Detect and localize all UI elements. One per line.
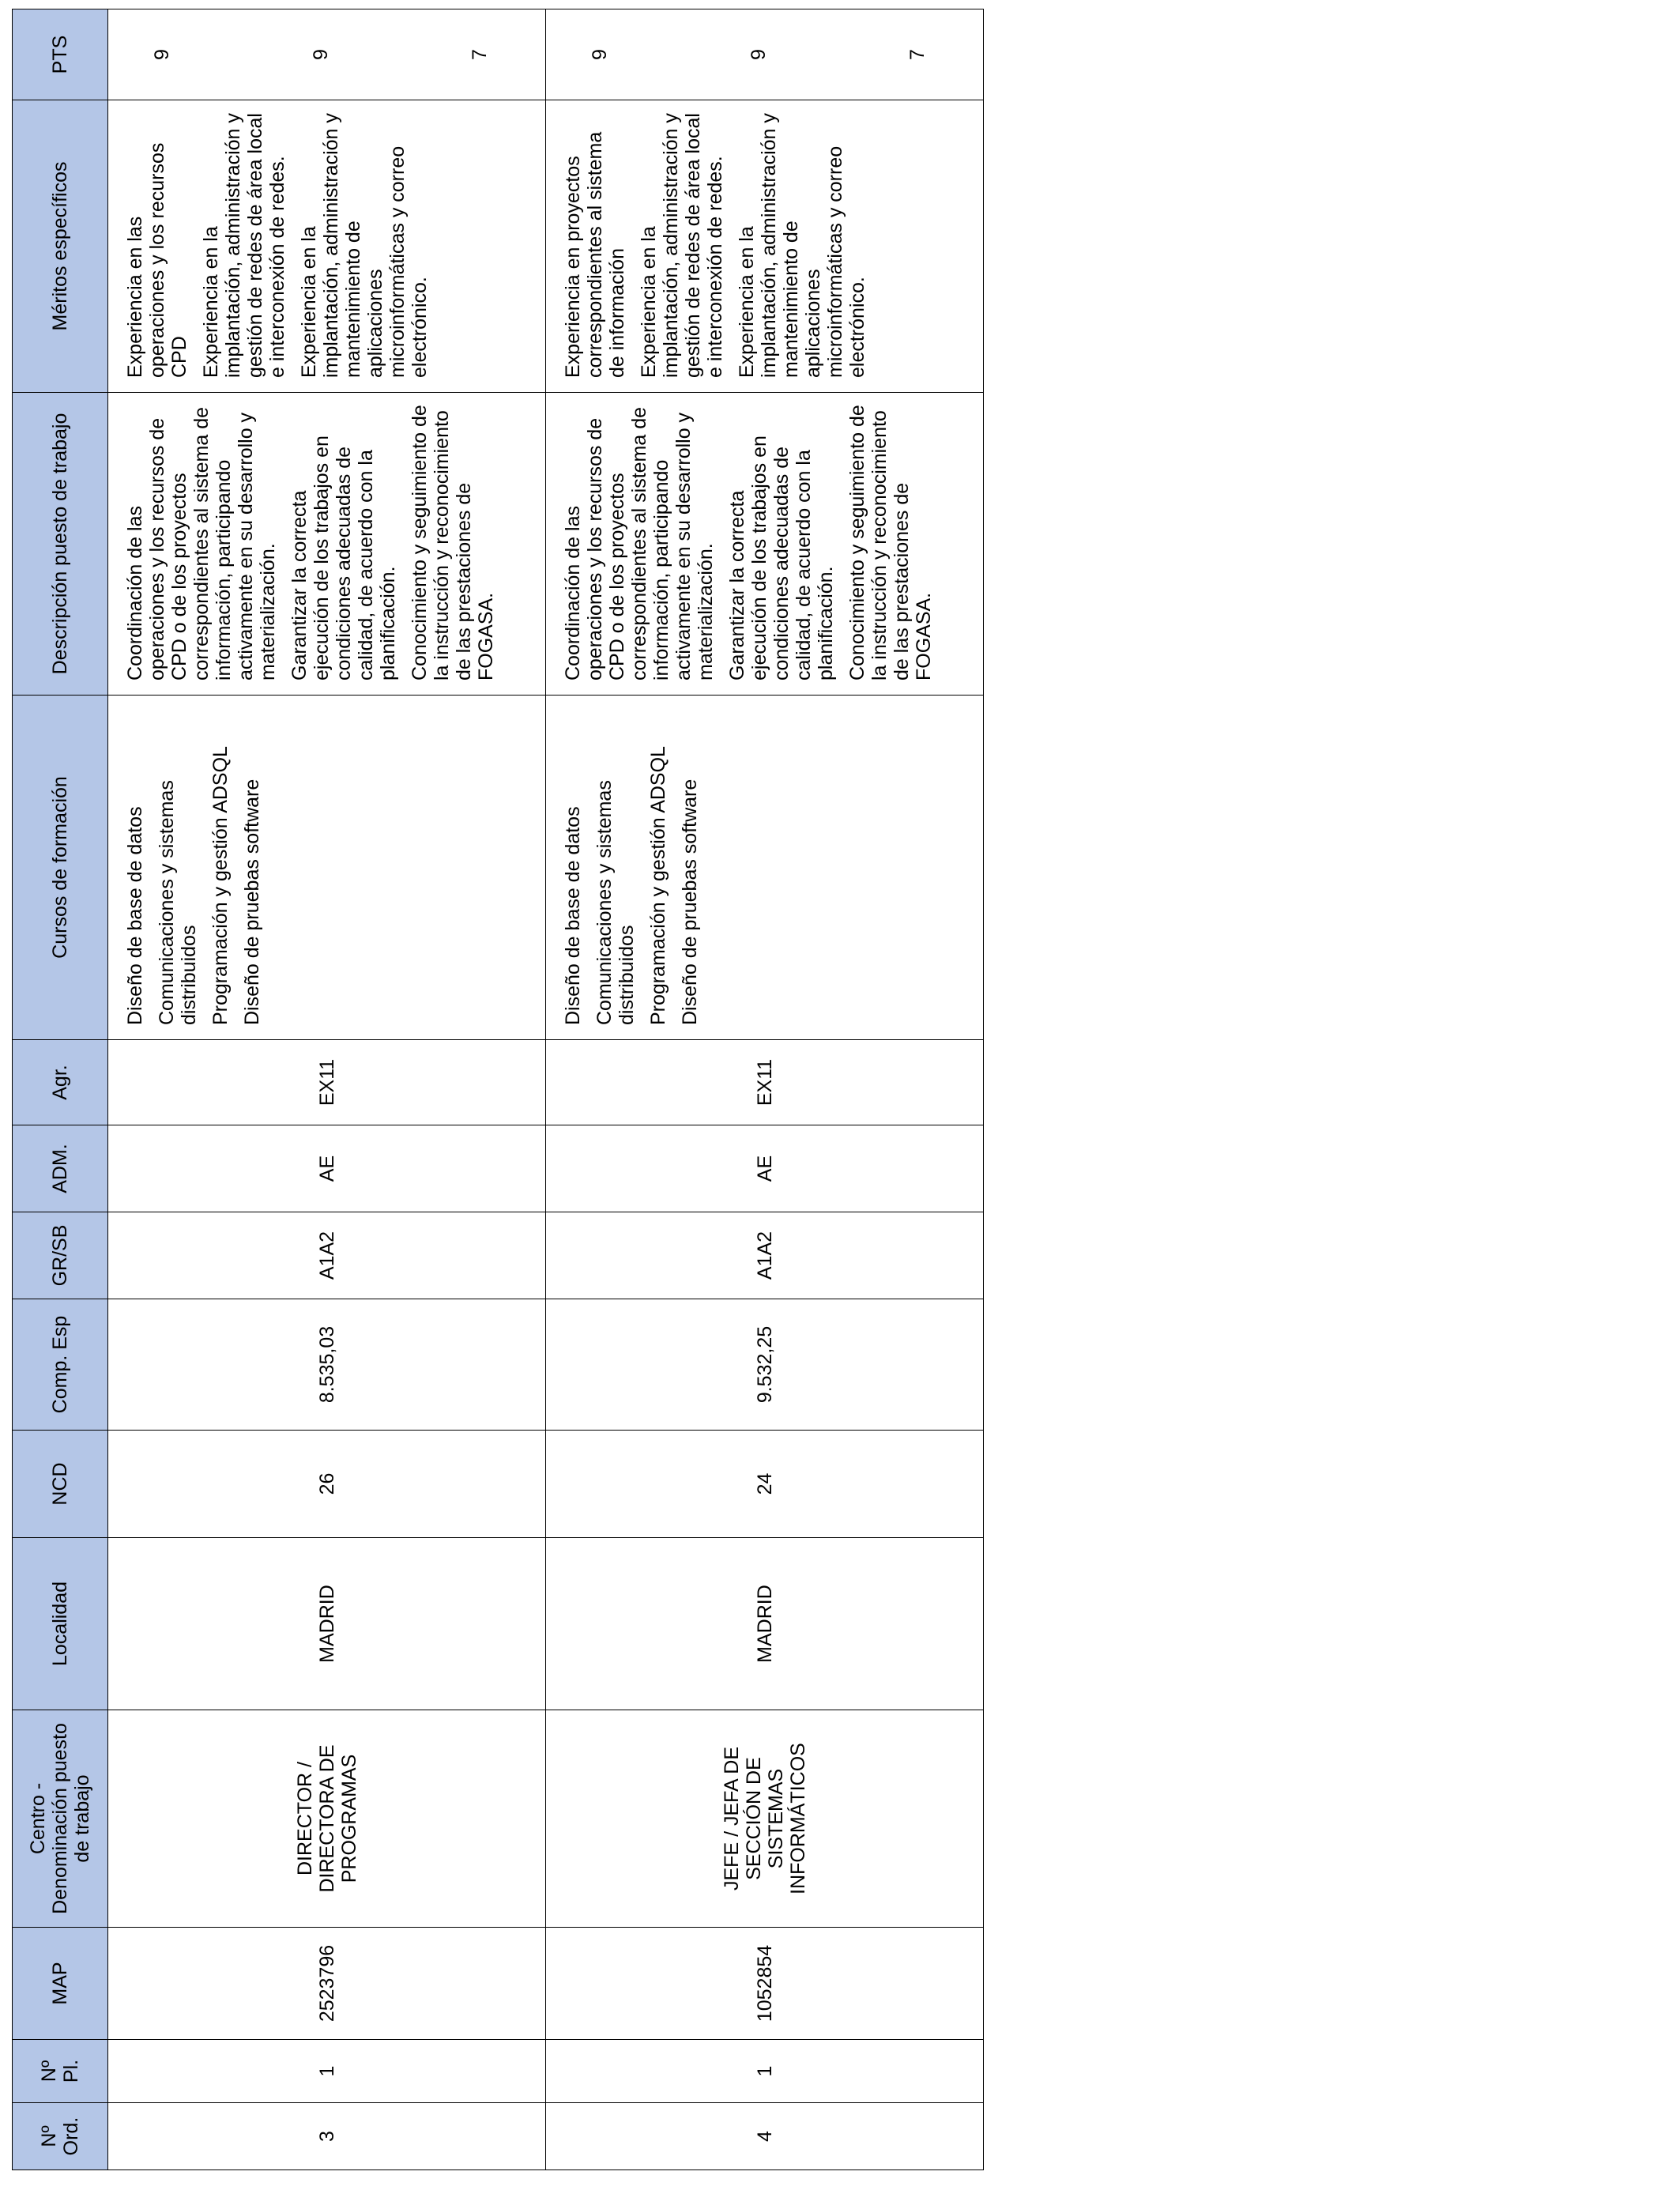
curso-item: Diseño de base de datos (562, 806, 584, 1025)
cell-ncd: 24 (546, 1431, 984, 1538)
col-header-map: MAP (13, 1928, 108, 2040)
merito-item: Experiencia en la implantación, administración y gestión de redes de área local e interconexión de redes. (638, 113, 726, 378)
curso-item: Programación y gestión ADSQL (647, 746, 669, 1025)
col-header-centro: Centro - Denominación puesto de trabajo (13, 1710, 108, 1928)
col-header-adm: ADM. (13, 1125, 108, 1212)
cell-adm: AE (108, 1125, 546, 1212)
pts-value: 9 (151, 49, 173, 60)
curso-item: Comunicaciones y sistemas distribuidos (156, 780, 200, 1025)
cell-comp: 9.532,25 (546, 1299, 984, 1431)
merito-item: Experiencia en proyectos correspondientes al sistema de información (562, 131, 628, 378)
cell-ncd: 26 (108, 1431, 546, 1538)
pts-value: 9 (748, 49, 770, 60)
cell-cursos (546, 696, 984, 1040)
cell-localidad: MADRID (108, 1538, 546, 1710)
job-posts-table (12, 9, 984, 2170)
curso-item: Diseño de pruebas software (679, 778, 701, 1025)
cell-pts (108, 9, 546, 100)
descripcion-item: Conocimiento y seguimiento de la instrucción y reconocimiento de las prestaciones de FOGASA. (846, 405, 935, 680)
table-row (546, 9, 984, 2170)
col-header-localidad: Localidad (13, 1538, 108, 1710)
curso-item: Comunicaciones y sistemas distribuidos (593, 780, 638, 1025)
cell-localidad: MADRID (546, 1538, 984, 1710)
cell-descripcion (108, 393, 546, 696)
descripcion-item: Coordinación de las operaciones y los recursos de CPD o de los proyectos correspondientes al sistema de información, participando activamente en su desarrollo y materialización. (124, 406, 279, 680)
col-header-descripcion: Descripción puesto de trabajo (13, 393, 108, 696)
cell-grsb: A1A2 (108, 1212, 546, 1299)
cell-pts (546, 9, 984, 100)
cell-meritos (546, 100, 984, 393)
col-header-ord: Nº Ord. (13, 2103, 108, 2170)
col-header-cursos: Cursos de formación (13, 696, 108, 1040)
cell-adm: AE (546, 1125, 984, 1212)
cell-map: 2523796 (108, 1928, 546, 2040)
descripcion-item: Garantizar la correcta ejecución de los trabajos en condiciones adecuadas de calidad, de acuerdo con la planificación. (726, 435, 837, 680)
merito-item: Experiencia en la implantación, administración y mantenimiento de aplicaciones microinformáticas y correo electrónico. (298, 113, 431, 378)
col-header-comp: Comp. Esp (13, 1299, 108, 1431)
table-body (108, 9, 984, 2170)
merito-item: Experiencia en la implantación, administración y mantenimiento de aplicaciones microinformáticas y correo electrónico. (736, 113, 868, 378)
descripcion-item: Coordinación de las operaciones y los recursos de CPD o de los proyectos correspondientes al sistema de información, participando activamente en su desarrollo y materialización. (562, 406, 717, 680)
col-header-agr: Agr. (13, 1040, 108, 1125)
pts-value: 7 (469, 49, 491, 60)
col-header-grsb: GR/SB (13, 1212, 108, 1299)
col-header-ncd: NCD (13, 1431, 108, 1538)
pts-value: 9 (589, 49, 611, 60)
cell-cursos (108, 696, 546, 1040)
curso-item: Diseño de base de datos (124, 806, 146, 1025)
merito-item: Experiencia en las operaciones y los recursos CPD (124, 142, 190, 378)
cell-ord: 3 (108, 2103, 546, 2170)
cell-ord: 4 (546, 2103, 984, 2170)
table-header (13, 9, 108, 2170)
cell-agr: EX11 (108, 1040, 546, 1125)
cell-agr: EX11 (546, 1040, 984, 1125)
descripcion-item: Conocimiento y seguimiento de la instrucción y reconocimiento de las prestaciones de FOGASA. (409, 405, 497, 680)
col-header-pts: PTS (13, 9, 108, 100)
cell-meritos (108, 100, 546, 393)
col-header-meritos: Méritos específicos (13, 100, 108, 393)
table-row (108, 9, 546, 2170)
cell-comp: 8.535,03 (108, 1299, 546, 1431)
pts-list (113, 14, 508, 95)
cell-pl: 1 (546, 2040, 984, 2103)
header-row (13, 9, 108, 2170)
pts-list (551, 14, 946, 95)
merito-item: Experiencia en la implantación, administración y gestión de redes de área local e interconexión de redes. (200, 113, 288, 378)
col-header-pl: Nº Pl. (13, 2040, 108, 2103)
cell-grsb: A1A2 (546, 1212, 984, 1299)
cell-centro: DIRECTOR / DIRECTORA DE PROGRAMAS (108, 1710, 546, 1928)
descripcion-item: Garantizar la correcta ejecución de los trabajos en condiciones adecuadas de calidad, de acuerdo con la planificación. (288, 435, 399, 680)
curso-item: Programación y gestión ADSQL (209, 746, 232, 1025)
pts-value: 7 (906, 49, 929, 60)
curso-item: Diseño de pruebas software (241, 778, 263, 1025)
cell-descripcion (546, 393, 984, 696)
cell-map: 1052854 (546, 1928, 984, 2040)
cell-centro: JEFE / JEFA DE SECCIÓN DE SISTEMAS INFORMÁTICOS (546, 1710, 984, 1928)
cell-pl: 1 (108, 2040, 546, 2103)
pts-value: 9 (310, 49, 332, 60)
